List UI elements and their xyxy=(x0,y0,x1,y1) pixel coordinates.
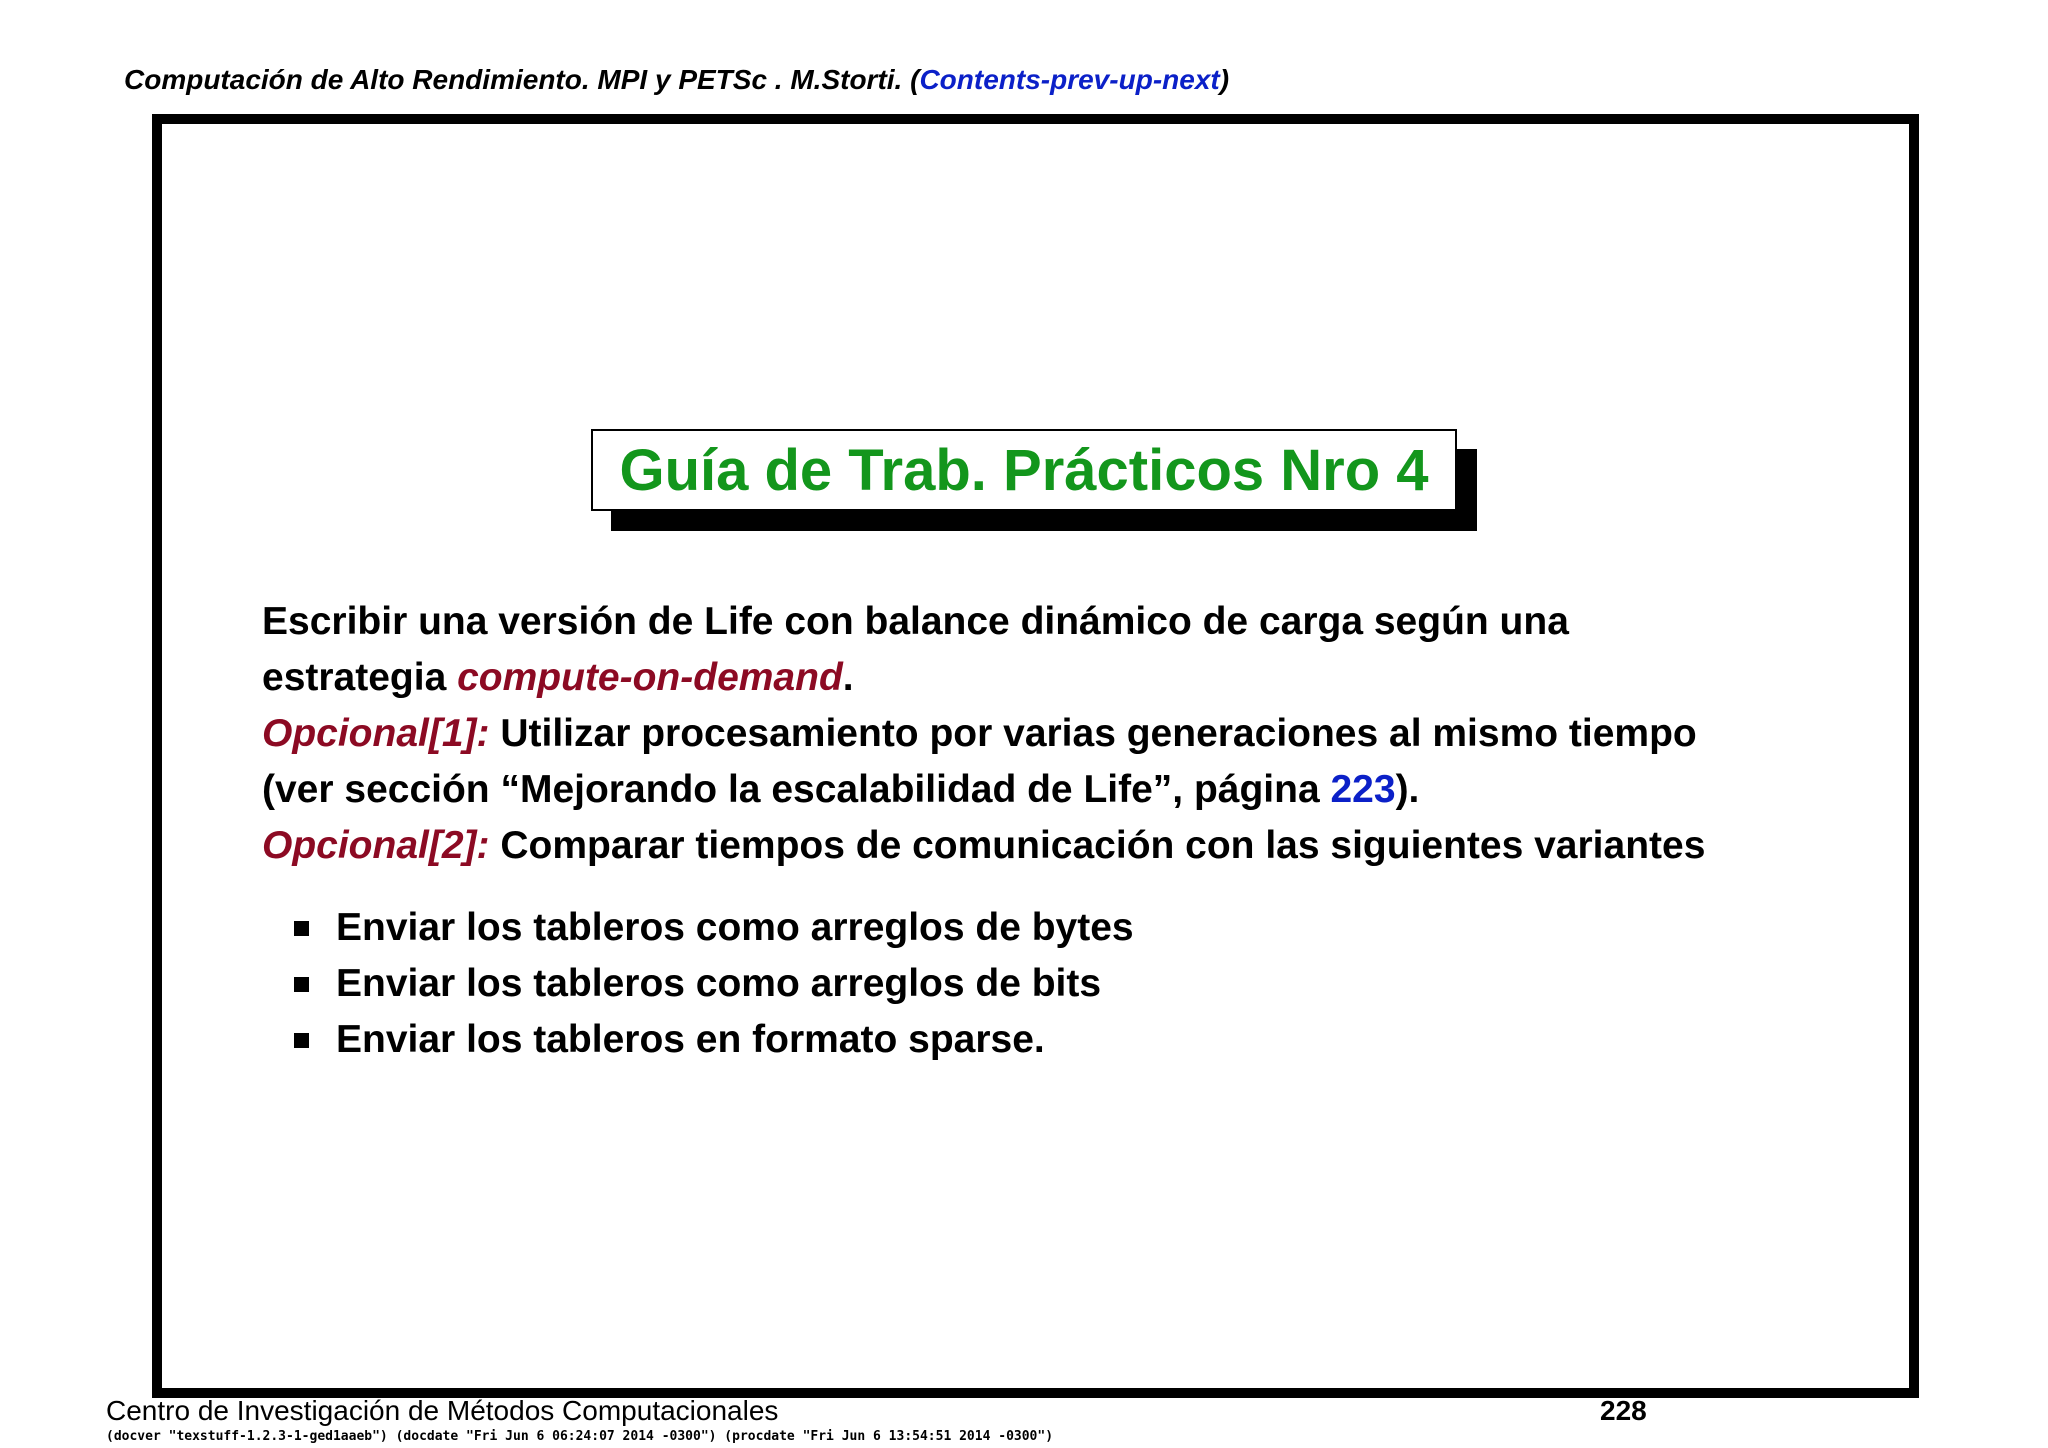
footer-version-info: (docver "texstuff-1.2.3-1-ged1aaeb") (docdate "Fri Jun 6 06:24:07 2014 -0300") (procdate "Fri Jun 6 13:54:51 2014 -0300") xyxy=(106,1429,1054,1444)
paragraph-line xyxy=(262,650,1842,706)
page-reference-link[interactable]: 223 xyxy=(1330,768,1396,811)
list-item xyxy=(262,956,1842,1012)
slide-title-container xyxy=(591,429,1457,511)
optional-1-label: Opcional[1]: xyxy=(262,712,490,755)
list-item xyxy=(262,1012,1842,1068)
optional-1-text: Utilizar procesamiento por varias generaciones al mismo tiempo xyxy=(489,712,1697,755)
slide-title: Guía de Trab. Prácticos Nro 4 xyxy=(591,429,1457,511)
paragraph-line xyxy=(262,594,1842,650)
list-item-text: Enviar los tableros como arreglos de bits xyxy=(336,962,1102,1005)
nav-prev-link[interactable]: prev xyxy=(1050,64,1110,95)
optional-2-text: Comparar tiempos de comunicación con las siguientes variantes xyxy=(489,824,1706,867)
slide-body xyxy=(262,594,1842,1068)
emphasis-compute-on-demand: compute-on-demand xyxy=(457,656,843,699)
paragraph-line xyxy=(262,818,1842,874)
nav-sep: - xyxy=(1040,64,1051,95)
optional-1-line2-start: (ver sección “Mejorando la escalabilidad de Life”, página xyxy=(262,768,1331,811)
variants-list xyxy=(262,900,1842,1068)
optional-2-label: Opcional[2]: xyxy=(262,824,490,867)
nav-contents-link[interactable]: Contents xyxy=(919,64,1041,95)
footer-page-number: 228 xyxy=(1600,1395,1647,1426)
list-item-text: Enviar los tableros en formato sparse. xyxy=(336,1018,1045,1061)
page-header xyxy=(124,64,1229,96)
para1-line2-start: estrategia xyxy=(262,656,458,699)
footer-institution: Centro de Investigación de Métodos Computacionales xyxy=(106,1395,779,1426)
nav-sep: - xyxy=(1152,64,1163,95)
para1-line2-end: . xyxy=(842,656,854,699)
square-bullet-icon xyxy=(294,977,309,992)
paragraph-line xyxy=(262,706,1842,762)
list-item-text: Enviar los tableros como arreglos de bytes xyxy=(336,906,1134,949)
list-item xyxy=(262,900,1842,956)
para1-line1: Escribir una versión de Life con balance dinámico de carga según una xyxy=(262,600,1569,643)
header-title: Computación de Alto Rendimiento. MPI y PETSc . M.Storti. ( xyxy=(124,64,920,95)
square-bullet-icon xyxy=(294,1033,309,1048)
nav-next-link[interactable]: next xyxy=(1162,64,1220,95)
nav-sep: - xyxy=(1109,64,1119,95)
nav-up-link[interactable]: up xyxy=(1118,64,1153,95)
paragraph-line xyxy=(262,762,1842,818)
optional-1-line2-end: ). xyxy=(1395,768,1420,811)
square-bullet-icon xyxy=(294,921,309,936)
header-close-paren: ) xyxy=(1219,64,1230,95)
